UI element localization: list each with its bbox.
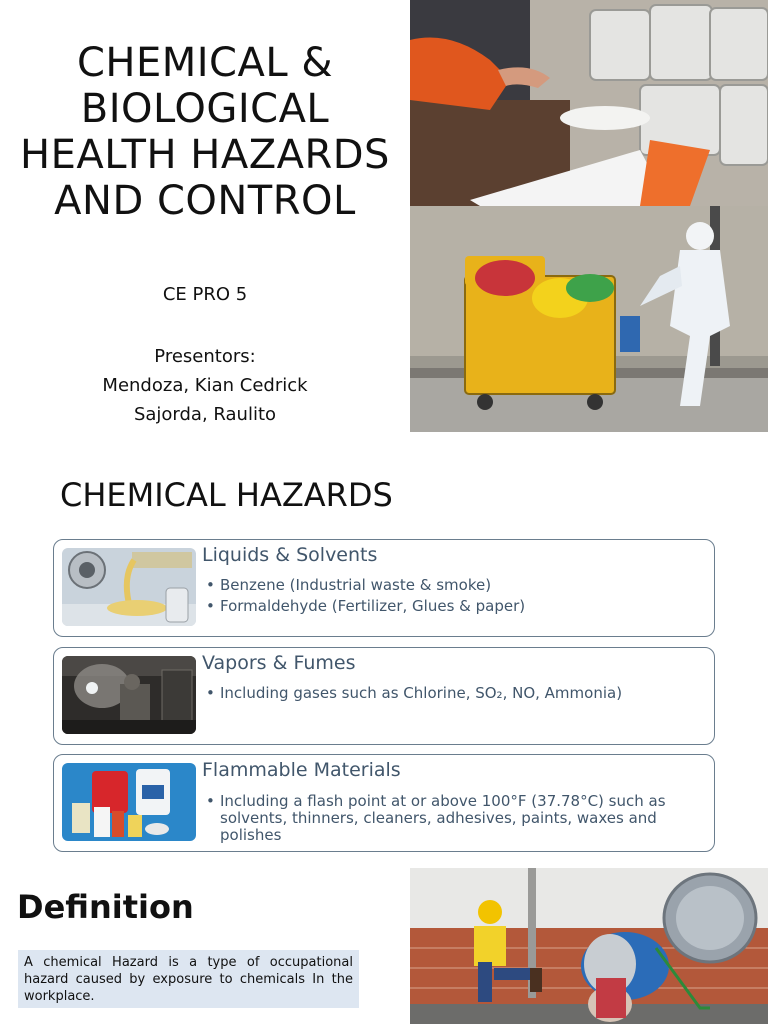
definition-text: A chemical Hazard is a type of occupational hazard caused by exposure to chemicals In the workplace. — [18, 950, 359, 1008]
section-title: CHEMICAL HAZARDS — [60, 476, 393, 514]
bullet-item: • Formaldehyde (Fertilizer, Glues & paper) — [202, 597, 700, 615]
injured-worker-illustration — [410, 868, 768, 1024]
flammable-products-thumbnail — [62, 763, 196, 841]
card-bullets — [202, 793, 700, 847]
bullet-item: • Including gases such as Chlorine, SO₂, NO, Ammonia) — [202, 684, 700, 702]
definition-slide — [0, 868, 768, 1024]
card-bullets — [202, 576, 700, 618]
hazard-card-liquids — [53, 539, 715, 637]
chemical-hazards-slide — [0, 432, 768, 868]
title-slide — [0, 0, 768, 432]
bullet-item: • Including a flash point at or above 100°F (37.78°C) such as solvents, thinners, cleaners, adhesives, paints, waxes and polishes — [202, 793, 700, 844]
presentors-label: Presentors: — [154, 346, 256, 367]
course-code: CE PRO 5 — [162, 284, 248, 305]
medical-waste-photo — [410, 206, 768, 432]
hazard-card-flammable — [53, 754, 715, 852]
card-title: Flammable Materials — [202, 759, 401, 781]
presentation-title: CHEMICAL & BIOLOGICAL HEALTH HAZARDS AND CONTROL — [20, 40, 390, 224]
welding-fumes-thumbnail — [62, 656, 196, 734]
hazard-card-vapors — [53, 647, 715, 745]
liquid-spill-thumbnail — [62, 548, 196, 626]
paint-cans-photo — [410, 0, 768, 206]
presentor-name: Sajorda, Raulito — [133, 404, 277, 425]
card-title: Vapors & Fumes — [202, 652, 356, 674]
card-bullets — [202, 684, 700, 705]
bullet-item: • Benzene (Industrial waste & smoke) — [202, 576, 700, 594]
presentor-name: Mendoza, Kian Cedrick — [102, 375, 308, 396]
definition-title: Definition — [17, 888, 194, 926]
presentors-block — [0, 342, 410, 429]
card-title: Liquids & Solvents — [202, 544, 378, 566]
